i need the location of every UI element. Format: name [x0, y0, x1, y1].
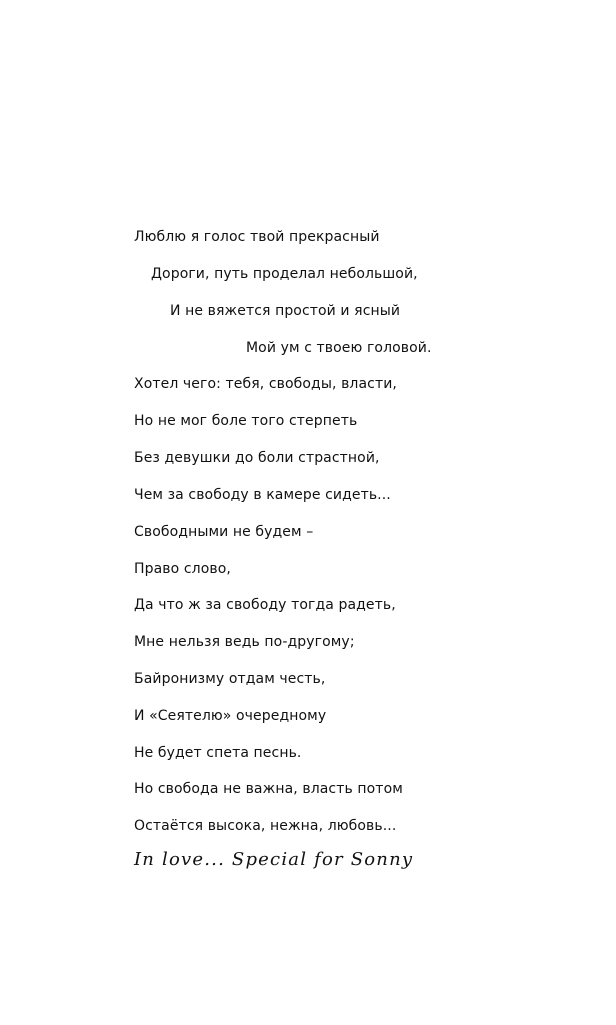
poem-line: Чем за свободу в камере сидеть...: [134, 487, 391, 503]
poem-line: Свободными не будем –: [134, 524, 314, 540]
poem-line: Остаётся высока, нежна, любовь...: [134, 818, 397, 834]
poem-line: Но свобода не важна, власть потом: [134, 781, 403, 797]
signature: In love... Special for Sonny: [134, 849, 414, 870]
poem-line: И не вяжется простой и ясный: [170, 303, 401, 319]
poem-line: Право слово,: [134, 561, 231, 577]
poem-line: Мой ум с твоею головой.: [246, 340, 432, 356]
poem-line: Но не мог боле того стерпеть: [134, 413, 358, 429]
poem-line: Байронизму отдам честь,: [134, 671, 326, 687]
poem-line: Хотел чего: тебя, свободы, власти,: [134, 376, 397, 392]
poem-line: Не будет спета песнь.: [134, 745, 302, 761]
poem-line: Да что ж за свободу тогда радеть,: [134, 597, 396, 613]
poem-line: Люблю я голос твой прекрасный: [134, 229, 380, 245]
poem-line: И «Сеятелю» очередному: [134, 708, 327, 724]
poem-line: Мне нельзя ведь по-другому;: [134, 634, 355, 650]
poem-line: Дороги, путь проделал небольшой,: [151, 266, 418, 282]
poem-line: Без девушки до боли страстной,: [134, 450, 380, 466]
